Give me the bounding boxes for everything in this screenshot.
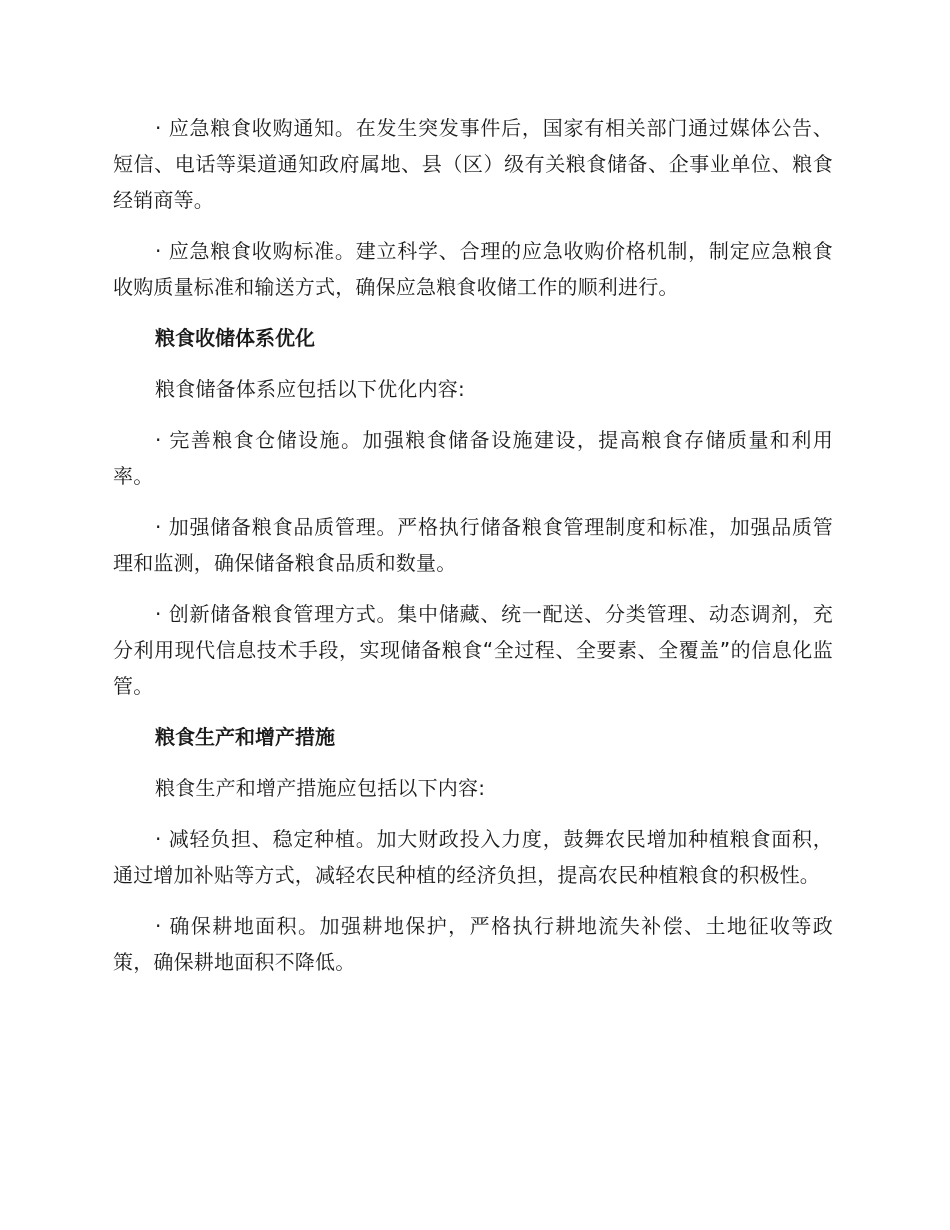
- paragraph-reduce-burden: · 减轻负担、稳定种植。加大财政投入力度，鼓舞农民增加种植粮食面积，通过增加补贴等方式，减轻农民种植的经济负担，提高农民种植粮食的积极性。: [113, 827, 833, 887]
- paragraph-emergency-notice: · 应急粮食收购通知。在发生突发事件后，国家有相关部门通过媒体公告、短信、电话等渠道通知政府属地、县（区）级有关粮食储备、企事业单位、粮食经销商等。: [113, 116, 833, 212]
- section-heading-production: 粮食生产和增产措施: [155, 725, 335, 749]
- paragraph-storage-intro: 粮食储备体系应包括以下优化内容:: [155, 377, 465, 401]
- paragraph-farmland-area: · 确保耕地面积。加强耕地保护，严格执行耕地流失补偿、土地征收等政策，确保耕地面积不降低。: [113, 914, 833, 974]
- document-page: [113, 110, 833, 980]
- paragraph-management-innovation: · 创新储备粮食管理方式。集中储藏、统一配送、分类管理、动态调剂，充分利用现代信息技术手段，实现储备粮食“全过程、全要素、全覆盖”的信息化监管。: [113, 602, 833, 698]
- section-heading-storage: 粮食收储体系优化: [155, 326, 315, 350]
- paragraph-production-intro: 粮食生产和增产措施应包括以下内容:: [155, 776, 486, 800]
- paragraph-quality-management: · 加强储备粮食品质管理。严格执行储备粮食管理制度和标准，加强品质管理和监测，确保储备粮食品质和数量。: [113, 515, 833, 575]
- paragraph-emergency-standard: · 应急粮食收购标准。建立科学、合理的应急收购价格机制，制定应急粮食收购质量标准和输送方式，确保应急粮食收储工作的顺利进行。: [113, 239, 833, 299]
- paragraph-storage-facilities: · 完善粮食仓储设施。加强粮食储备设施建设，提高粮食存储质量和利用率。: [113, 428, 833, 488]
